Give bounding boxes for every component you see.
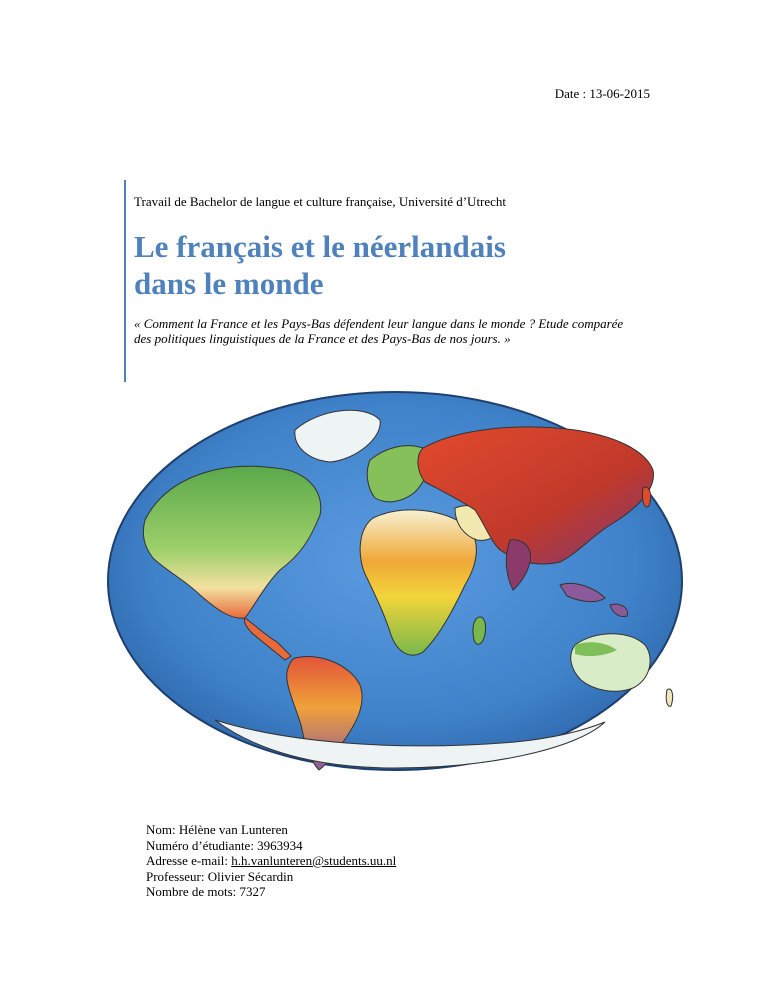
context-line: Travail de Bachelor de langue et culture française, Université d’Utrecht <box>134 194 507 209</box>
subtitle: « Comment la France et les Pays-Bas défendent leur langue dans le monde ? Etude comparée des politiques linguistiques de la France et des Pays-Bas de nos jours. » <box>134 316 624 346</box>
date-line: Date : 13-06-2015 <box>554 86 650 101</box>
professor-line: Professeur: Olivier Sécardin <box>146 868 294 884</box>
title-block <box>124 180 644 382</box>
email-link[interactable]: h.h.vanlunteren@students.uu.nl <box>231 853 397 868</box>
world-map-illustration <box>105 390 685 772</box>
page-title <box>134 228 644 302</box>
world-map-icon <box>105 390 685 772</box>
student-number: Numéro d’étudiante: 3963934 <box>146 837 303 853</box>
email-row <box>146 853 396 869</box>
title-line-1: Le français et le néerlandais <box>134 229 506 264</box>
email-label: Adresse e-mail: <box>146 853 232 868</box>
author-info <box>146 822 396 900</box>
word-count: Nombre de mots: 7327 <box>146 884 266 899</box>
author-name: Nom: Hélène van Lunteren <box>146 822 288 837</box>
title-line-2: dans le monde <box>134 266 324 301</box>
